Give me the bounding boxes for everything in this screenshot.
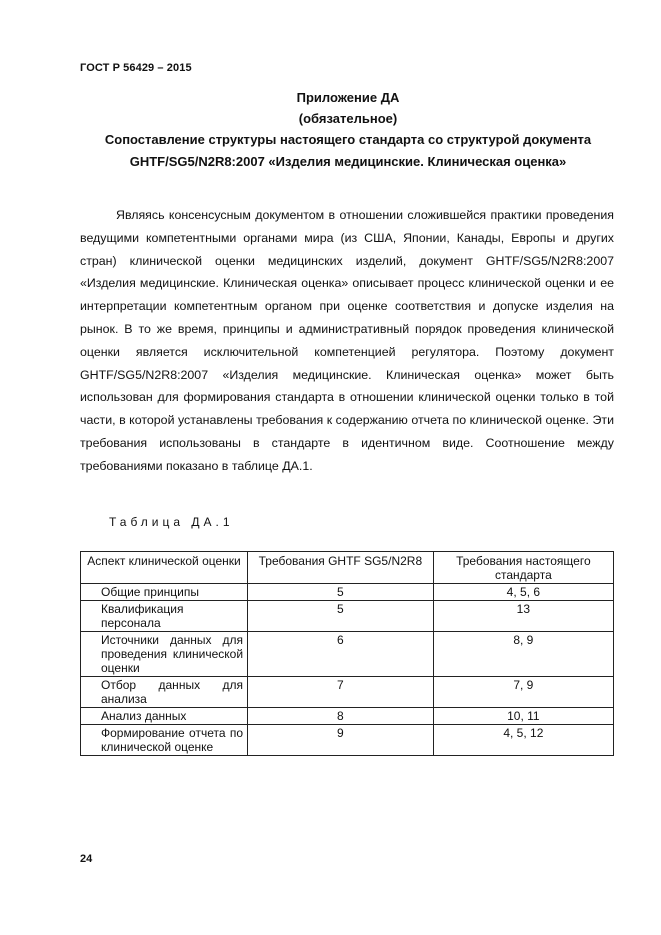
table-row: [81, 632, 614, 677]
comparison-table-wrap: [80, 551, 614, 756]
cell-ghtf: 6: [248, 632, 434, 677]
header-standard: Требования настоящего стандарта: [433, 552, 613, 584]
cell-aspect: Квалификация персонала: [81, 601, 248, 632]
table-row: [81, 584, 614, 601]
cell-ghtf: 9: [248, 725, 434, 756]
cell-aspect: Формирование отчета по клинической оценке: [81, 725, 248, 756]
page-number: 24: [80, 853, 93, 865]
table-caption: Таблица ДА.1: [109, 515, 234, 529]
cell-standard: 8, 9: [433, 632, 613, 677]
table-header-row: [81, 552, 614, 584]
appendix-status: (обязательное): [298, 111, 398, 126]
table-row: [81, 725, 614, 756]
body-paragraph: Являясь консенсусным документом в отношении сложившейся практики проведения ведущими компетентными органами мира (из США, Японии, Канады, Европы и других стран) клинической оценки медицинских изделий, документ GHTF/SG5/N2R8:2007 «Изделия медицинские. Клиническая оценка» описывает процесс клинической оценки и ее интерпретации компетентным органом при оценке соответствия и допуске изделия на рынок. В то же время, принципы и административный порядок проведения клинической оценки является исключительной компетенцией регулятора. Поэтому документ GHTF/SG5/N2R8:2007 «Изделия медицинские. Клиническая оценка» может быть использован для формирования стандарта в отношении клинической оценки только в той части, в которой устанавлены требования к содержанию отчета по клинической оценке. Эти требования использованы в стандарте в идентичном виде. Соотношение между требованиями показано в таблице ДА.1.: [80, 208, 614, 473]
cell-aspect: Общие принципы: [81, 584, 248, 601]
cell-aspect: Анализ данных: [81, 708, 248, 725]
cell-standard: 10, 11: [433, 708, 613, 725]
cell-ghtf: 5: [248, 584, 434, 601]
appendix-subject-line-2: GHTF/SG5/N2R8:2007 «Изделия медицинские. Клиническая оценка»: [129, 154, 567, 169]
cell-ghtf: 5: [248, 601, 434, 632]
header-ghtf: Требования GHTF SG5/N2R8: [248, 552, 434, 584]
appendix-subject-line-1: Сопоставление структуры настоящего стандарта со структурой документа: [104, 132, 592, 147]
cell-standard: 7, 9: [433, 677, 613, 708]
appendix-title: Приложение ДА: [296, 90, 400, 105]
comparison-table: [80, 551, 614, 756]
cell-standard: 4, 5, 6: [433, 584, 613, 601]
cell-aspect: Источники данных для проведения клинической оценки: [81, 632, 248, 677]
document-code: ГОСТ Р 56429 – 2015: [80, 62, 192, 74]
table-row: [81, 601, 614, 632]
cell-ghtf: 7: [248, 677, 434, 708]
cell-standard: 13: [433, 601, 613, 632]
cell-aspect: Отбор данных для анализа: [81, 677, 248, 708]
table-row: [81, 708, 614, 725]
cell-ghtf: 8: [248, 708, 434, 725]
table-row: [81, 677, 614, 708]
cell-standard: 4, 5, 12: [433, 725, 613, 756]
header-aspect: Аспект клинической оценки: [81, 552, 248, 584]
